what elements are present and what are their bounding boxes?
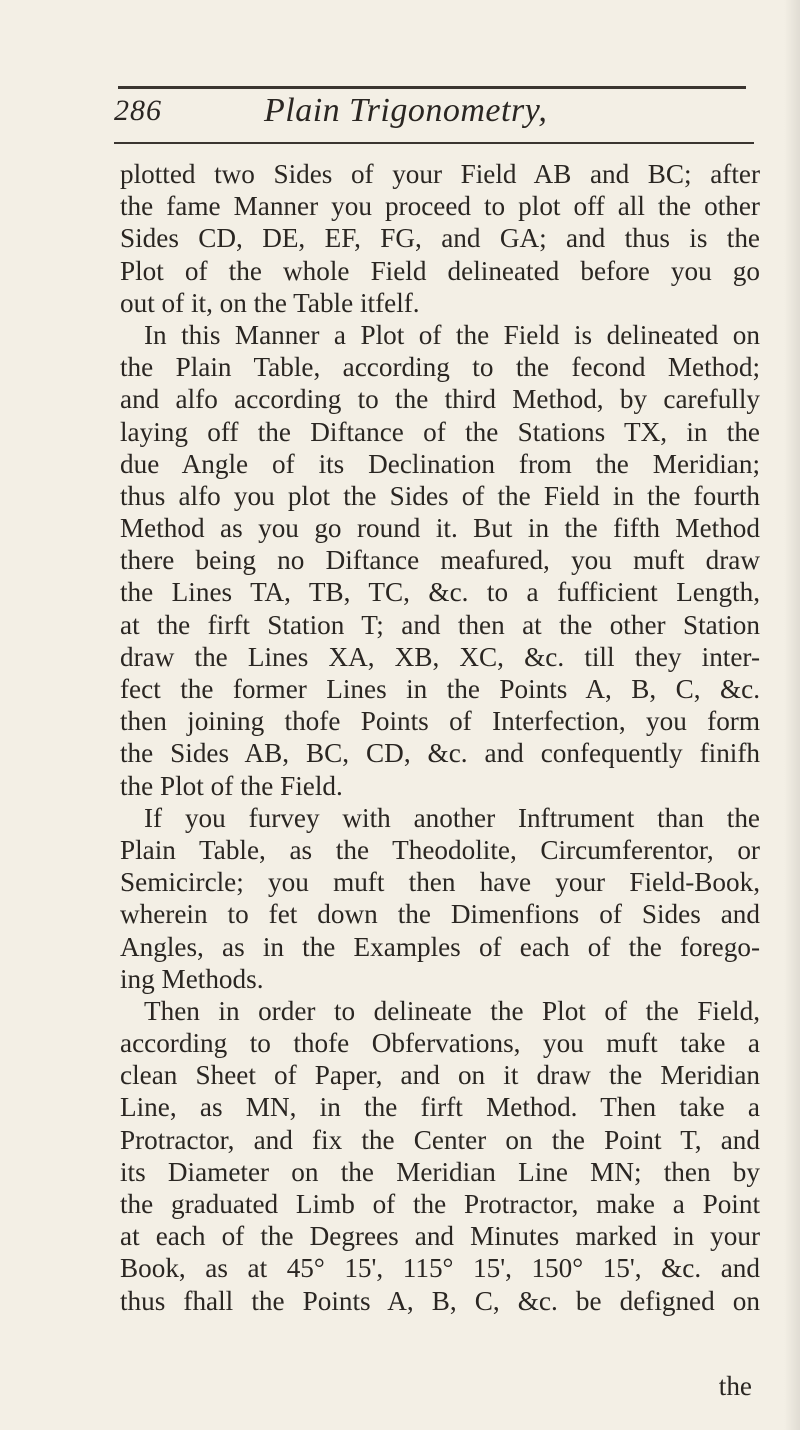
text-line: there being no Diftance meafured, you muft draw bbox=[120, 545, 760, 576]
text-line: Angles, as in the Examples of each of the forego- bbox=[120, 931, 760, 962]
running-head: Plain Trigonometry, bbox=[264, 92, 548, 129]
text-line: Plain Table, as the Theodolite, Circumferentor, or bbox=[120, 834, 760, 865]
text-line: thus fhall the Points A, B, C, &c. be defigned on bbox=[120, 1285, 760, 1316]
text-line: and alfo according to the third Method, by carefully bbox=[120, 384, 760, 415]
text-line: then joining thofe Points of Interfection, you form bbox=[120, 706, 760, 737]
text-line: Sides CD, DE, EF, FG, and GA; and thus is the bbox=[120, 223, 760, 254]
header-rule bbox=[118, 86, 746, 89]
text-line: thus alfo you plot the Sides of the Field in the fourth bbox=[120, 480, 760, 511]
text-line: Method as you go round it. But in the fifth Method bbox=[120, 513, 760, 544]
text-line: Semicircle; you muft then have your Field-Book, bbox=[120, 867, 760, 898]
page-header bbox=[114, 92, 754, 144]
text-line: ing Methods. bbox=[120, 963, 264, 994]
text-line: according to thofe Obfervations, you muft take a bbox=[120, 1028, 760, 1059]
body-text bbox=[120, 158, 760, 1317]
text-line: Book, as at 45° 15', 115° 15', 150° 15', &c. and bbox=[120, 1253, 760, 1284]
text-line: at the firft Station T; and then at the other Station bbox=[120, 609, 760, 640]
text-line: In this Manner a Plot of the Field is delineated on bbox=[144, 319, 760, 350]
text-line: due Angle of its Declination from the Meridian; bbox=[120, 448, 760, 479]
text-line: the Sides AB, BC, CD, &c. and confequently finifh bbox=[120, 738, 760, 769]
text-line: laying off the Diftance of the Stations TX, in the bbox=[120, 416, 760, 447]
text-line: at each of the Degrees and Minutes marked in your bbox=[120, 1221, 760, 1252]
text-line: the fame Manner you proceed to plot off all the other bbox=[120, 191, 760, 222]
text-line: the Plain Table, according to the fecond Method; bbox=[120, 352, 760, 383]
text-line: the Lines TA, TB, TC, &c. to a fufficient Length, bbox=[120, 577, 760, 608]
text-line: If you furvey with another Inftrument than the bbox=[144, 802, 760, 833]
text-line: out of it, on the Table itfelf. bbox=[120, 287, 420, 318]
page-number: 286 bbox=[114, 94, 162, 127]
text-line: Plot of the whole Field delineated before you go bbox=[120, 255, 760, 286]
text-line: plotted two Sides of your Field AB and BC; after bbox=[120, 159, 760, 189]
text-line: Line, as MN, in the firft Method. Then take a bbox=[120, 1092, 760, 1123]
text-line: draw the Lines XA, XB, XC, &c. till they inter- bbox=[120, 641, 760, 672]
text-line: the graduated Limb of the Protractor, make a Point bbox=[120, 1189, 760, 1219]
text-line: clean Sheet of Paper, and on it draw the Meridian bbox=[120, 1060, 760, 1091]
text-line: its Diameter on the Meridian Line MN; then by bbox=[120, 1156, 760, 1187]
text-line: the Plot of the Field. bbox=[120, 770, 343, 801]
text-line: wherein to fet down the Dimenfions of Sides and bbox=[120, 899, 760, 930]
catchword: the bbox=[718, 1371, 752, 1401]
text-line: fect the former Lines in the Points A, B, C, &c. bbox=[120, 674, 760, 704]
text-line: Protractor, and fix the Center on the Point T, and bbox=[120, 1124, 760, 1155]
page-edge-shadow bbox=[784, 0, 800, 1430]
text-line: Then in order to delineate the Plot of the Field, bbox=[144, 995, 760, 1026]
